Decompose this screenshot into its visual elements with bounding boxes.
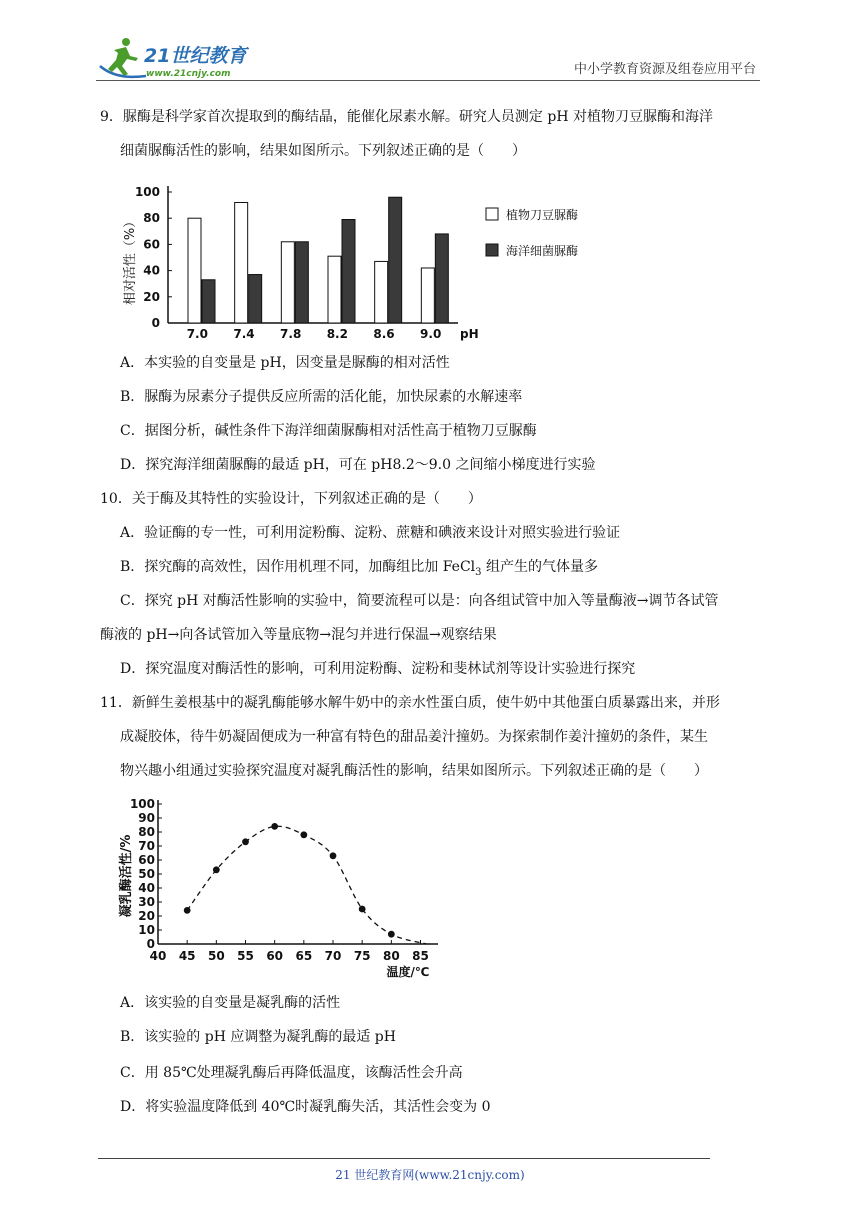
q11-ylabel: 凝乳酶活性/% [119, 834, 134, 918]
q11-data-point [184, 907, 191, 914]
footer-divider [98, 1158, 710, 1159]
q9-y-tick-label: 40 [143, 263, 160, 278]
q11-y-tick-label: 20 [138, 909, 155, 923]
q11-data-point [330, 852, 337, 859]
q9-legend-label: 植物刀豆脲酶 [506, 208, 579, 222]
q9-x-tick-label: 9.0 [420, 327, 442, 341]
q11-xlabel: 温度/℃ [386, 965, 430, 979]
q9-x-tick-label: 7.4 [233, 327, 255, 341]
q11-option-d[interactable]: D．将实验温度降低到 40℃时凝乳酶失活，其活性会变为 0 [120, 1099, 491, 1115]
q9-option-a[interactable]: A．本实验的自变量是 pH，因变量是脲酶的相对活性 [120, 355, 450, 371]
site-logo [96, 36, 266, 80]
footer-text: 21 世纪教育网(www.21cnjy.com) [335, 1168, 525, 1182]
q10-stem: 10．关于酶及其特性的实验设计，下列叙述正确的是（ ） [100, 491, 482, 507]
q11-stem-line1: 11．新鲜生姜根基中的凝乳酶能够水解牛奶中的亲水性蛋白质，使牛奶中其他蛋白质暴露出来，并形 [100, 695, 720, 711]
q9-y-tick-label: 100 [134, 185, 160, 199]
q11-x-tick-label: 55 [237, 949, 254, 963]
q9-bar-marine [435, 234, 448, 323]
runner-icon [100, 38, 146, 77]
q9-bar-marine [202, 280, 215, 323]
q9-bar-plant [235, 202, 248, 323]
q9-bar-marine [295, 242, 308, 323]
q11-axes [130, 797, 438, 979]
logo-text: 21世纪教育 [144, 45, 247, 67]
q9-number: 9． [100, 109, 123, 125]
q11-y-tick-label: 80 [138, 825, 155, 839]
logo-url: www.21cnjy.com [146, 69, 231, 79]
q10-option-b[interactable]: B．探究酶的高效性，因作用机理不同，加酶组比加 FeCl$_3$ 组产生的气体量多 [120, 559, 598, 578]
q11-y-tick-label: 70 [138, 839, 155, 853]
q11-data-point [242, 838, 249, 845]
q11-x-tick-label: 45 [178, 949, 196, 963]
q11-option-c[interactable]: C．用 85℃处理凝乳酶后再降低温度，该酶活性会升高 [120, 1065, 463, 1081]
q11-x-tick-label: 50 [207, 949, 225, 963]
q9-xlabel: pH [460, 327, 479, 341]
q11-stem-line2: 成凝胶体，待牛奶凝固便成为一种富有特色的甜品姜汁撞奶。为探索制作姜汁撞奶的条件，某生 [120, 729, 708, 745]
q9-legend [486, 207, 578, 258]
q9-bar-plant [375, 261, 388, 323]
q9-y-tick-label: 0 [151, 316, 160, 330]
q9-option-b[interactable]: B．脲酶为尿素分子提供反应所需的活化能，加快尿素的水解速率 [120, 389, 523, 405]
q11-data-point [213, 866, 220, 873]
platform-name: 中小学教育资源及组卷应用平台 [573, 62, 756, 77]
q9-bar-plant [421, 268, 434, 323]
q11-y-tick-label: 60 [138, 853, 155, 867]
q11-data-point [271, 823, 278, 830]
q11-x-tick-label: 85 [412, 949, 429, 963]
q11-line-chart [118, 792, 448, 982]
q9-stem-line1: 9．脲酶是科学家首次提取到的酶结晶，能催化尿素水解。研究人员测定 pH 对植物刀豆脲酶和海洋 [100, 109, 713, 125]
q9-y-tick-label: 20 [143, 289, 160, 304]
q9-bar-plant [188, 218, 201, 323]
q10-option-a[interactable]: A．验证酶的专一性，可利用淀粉酶、淀粉、蔗糖和碘液来设计对照实验进行验证 [120, 525, 621, 541]
q9-legend-swatch [486, 208, 498, 220]
q11-data-point [359, 906, 366, 913]
q9-bar-plant [281, 242, 294, 323]
q11-x-tick-label: 70 [324, 949, 342, 963]
q9-bar-chart [118, 170, 608, 350]
q11-option-a[interactable]: A．该实验的自变量是凝乳酶的活性 [120, 995, 341, 1011]
q9-legend-label: 海洋细菌脲酶 [506, 244, 579, 258]
q11-y-tick-label: 100 [129, 797, 155, 811]
q9-y-tick-label: 60 [143, 237, 160, 252]
q11-y-tick-label: 40 [138, 881, 155, 895]
q11-x-tick-label: 65 [295, 949, 313, 963]
q10-option-c-cont: 酶液的 pH→向各试管加入等量底物→混匀并进行保温→观察结果 [100, 627, 497, 643]
q9-option-d[interactable]: D．探究海洋细菌脲酶的最适 pH，可在 pH8.2～9.0 之间缩小梯度进行实验 [120, 457, 596, 473]
q11-x-tick-label: 40 [149, 949, 167, 963]
q11-y-tick-label: 10 [138, 923, 155, 937]
q11-y-tick-label: 0 [146, 937, 155, 951]
q9-x-tick-label: 8.2 [326, 327, 348, 341]
q9-ylabel: 相对活性（%） [123, 214, 138, 306]
q9-legend-swatch [486, 244, 498, 256]
q9-option-c[interactable]: C．据图分析，碱性条件下海洋细菌脲酶相对活性高于植物刀豆脲酶 [120, 423, 537, 439]
q9-bars [188, 197, 448, 323]
q10-number: 10． [100, 491, 132, 507]
q11-curve [184, 823, 427, 944]
q11-y-tick-label: 90 [138, 811, 155, 825]
q9-x-tick-label: 8.6 [373, 327, 395, 341]
q10-option-d[interactable]: D．探究温度对酶活性的影响，可利用淀粉酶、淀粉和斐林试剂等设计实验进行探究 [120, 661, 636, 677]
q9-bar-marine [389, 197, 402, 323]
header-divider [96, 80, 760, 81]
q11-option-b[interactable]: B．该实验的 pH 应调整为凝乳酶的最适 pH [120, 1029, 396, 1045]
q9-stem-line2: 细菌脲酶活性的影响，结果如图所示。下列叙述正确的是（ ） [120, 143, 526, 159]
q11-x-tick-label: 80 [382, 949, 400, 963]
q9-x-tick-label: 7.0 [186, 327, 208, 341]
q11-y-tick-label: 50 [138, 867, 155, 881]
q10-option-c[interactable]: C．探究 pH 对酶活性影响的实验中，简要流程可以是：向各组试管中加入等量酶液→调节各试管 [120, 593, 719, 609]
q11-number: 11． [100, 695, 132, 711]
q9-y-tick-label: 80 [143, 211, 160, 226]
q11-data-point [388, 931, 395, 938]
q11-x-tick-label: 60 [266, 949, 284, 963]
q11-x-tick-label: 75 [353, 949, 371, 963]
q9-bar-marine [342, 220, 355, 323]
q11-stem-line3: 物兴趣小组通过实验探究温度对凝乳酶活性的影响，结果如图所示。下列叙述正确的是（ ） [120, 763, 708, 779]
q9-bar-plant [328, 256, 341, 323]
q9-x-tick-label: 7.8 [280, 327, 302, 341]
q11-dashed-curve [187, 826, 426, 944]
q11-y-tick-label: 30 [138, 895, 155, 909]
q11-data-point [300, 831, 307, 838]
q9-bar-marine [249, 275, 262, 323]
